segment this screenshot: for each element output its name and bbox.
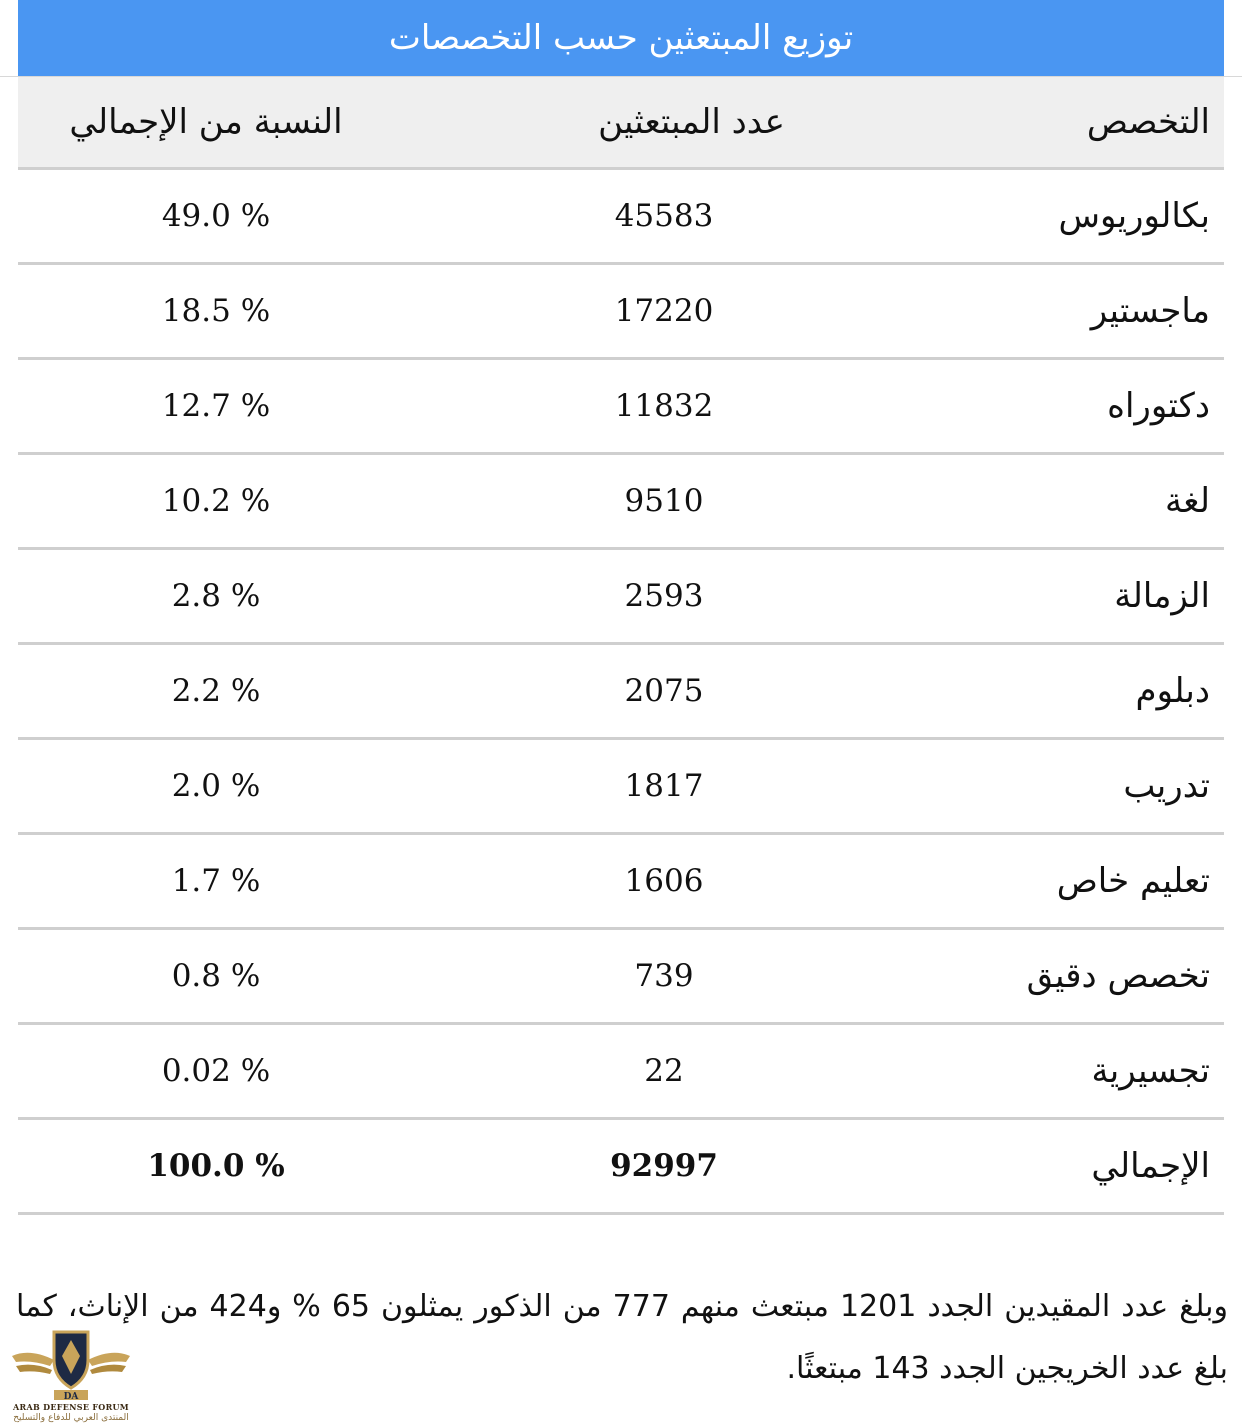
row-specialization: الزمالة xyxy=(1114,576,1210,616)
row-count: 45583 xyxy=(614,198,714,234)
row-percent-cell xyxy=(18,170,464,262)
table-row xyxy=(18,170,1224,265)
row-specialization: ماجستير xyxy=(1090,291,1210,331)
row-percent: 49.0 % xyxy=(161,198,271,234)
total-count: 92997 xyxy=(610,1148,718,1184)
row-percent-cell xyxy=(18,360,464,452)
row-percent: 2.2 % xyxy=(171,673,261,709)
header-count: عدد المبتعثين xyxy=(598,102,785,142)
table-row xyxy=(18,930,1224,1025)
row-count: 2075 xyxy=(624,673,704,709)
row-specialization: دبلوم xyxy=(1135,671,1210,711)
row-percent-cell xyxy=(18,740,464,832)
row-percent: 0.02 % xyxy=(161,1053,271,1089)
row-percent-cell xyxy=(18,930,464,1022)
table-row xyxy=(18,835,1224,930)
table-header-row xyxy=(18,77,1224,170)
arab-defense-forum-logo xyxy=(10,1326,132,1426)
row-percent-cell xyxy=(18,265,464,357)
row-percent-cell xyxy=(18,1025,464,1117)
total-percent: 100.0 % xyxy=(147,1148,285,1184)
table-total-row xyxy=(18,1120,1224,1215)
row-percent: 2.0 % xyxy=(171,768,261,804)
row-specialization: لغة xyxy=(1165,481,1210,521)
row-specialization: تدريب xyxy=(1123,766,1210,806)
row-percent: 18.5 % xyxy=(161,293,271,329)
row-count: 17220 xyxy=(614,293,714,329)
row-percent-cell xyxy=(18,550,464,642)
row-count: 2593 xyxy=(624,578,704,614)
row-specialization: تجسيرية xyxy=(1091,1051,1210,1091)
row-count: 739 xyxy=(634,958,694,994)
row-specialization: تخصص دقيق xyxy=(1026,956,1210,996)
summary-paragraph: وبلغ عدد المقيدين الجدد 1201 مبتعث منهم 777 من الذكور يمثلون 65 % و424 من الإناث، كما بلغ عدد الخريجين الجدد 143 مبتعثًا. xyxy=(16,1289,1228,1386)
table-row xyxy=(18,550,1224,645)
row-count: 22 xyxy=(644,1053,684,1089)
logo-monogram: DA xyxy=(63,1392,79,1402)
row-specialization: دكتوراه xyxy=(1107,386,1210,426)
row-specialization: بكالوريوس xyxy=(1058,196,1210,236)
table-row xyxy=(18,645,1224,740)
row-percent-cell xyxy=(18,835,464,927)
row-percent-cell xyxy=(18,645,464,737)
row-percent: 2.8 % xyxy=(171,578,261,614)
row-percent: 12.7 % xyxy=(161,388,271,424)
table-row xyxy=(18,455,1224,550)
row-percent: 10.2 % xyxy=(161,483,271,519)
row-count: 1817 xyxy=(624,768,704,804)
row-count: 11832 xyxy=(614,388,714,424)
row-count: 9510 xyxy=(624,483,704,519)
row-percent: 0.8 % xyxy=(171,958,261,994)
total-percent-cell xyxy=(18,1120,464,1212)
header-specialization: التخصص xyxy=(1086,102,1210,142)
row-count: 1606 xyxy=(624,863,704,899)
row-specialization: تعليم خاص xyxy=(1056,861,1210,901)
logo-emblem-icon xyxy=(10,1326,132,1406)
header-percent: النسبة من الإجمالي xyxy=(69,102,343,142)
table-title: توزيع المبتعثين حسب التخصصات xyxy=(18,0,1224,76)
logo-brand-ar: المنتدى العربي للدفاع والتسليح xyxy=(13,1413,129,1423)
specialization-table xyxy=(18,77,1224,1215)
logo-brand: ARAB DEFENSE FORUM xyxy=(13,1402,129,1412)
table-row xyxy=(18,360,1224,455)
table-row xyxy=(18,1025,1224,1120)
table-row xyxy=(18,740,1224,835)
row-percent-cell xyxy=(18,455,464,547)
row-percent: 1.7 % xyxy=(171,863,261,899)
total-label: الإجمالي xyxy=(1091,1146,1210,1186)
table-row xyxy=(18,265,1224,360)
